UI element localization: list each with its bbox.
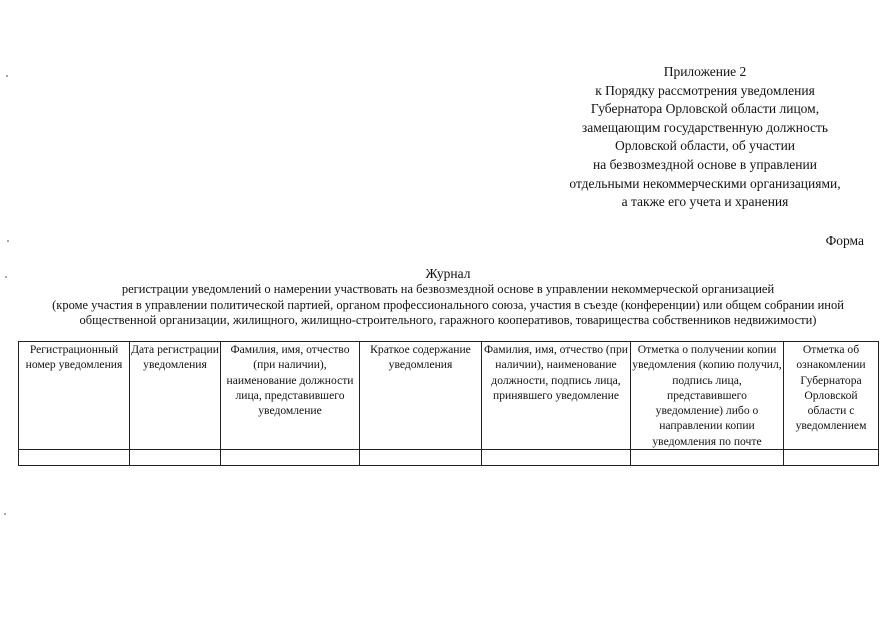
column-header-receiver: Фамилия, имя, отчество (при наличии), наименование должности, подпись лица, принявшего уведомление xyxy=(482,342,631,450)
table-cell xyxy=(221,450,360,466)
journal-table xyxy=(18,341,879,466)
column-header-reg-date: Дата регистрации уведомления xyxy=(130,342,221,450)
journal-subtitle-line: регистрации уведомлений о намерении участвовать на безвозмездной основе в управлении некоммерческой организацией xyxy=(121,282,775,296)
appendix-line: замещающим государственную должность xyxy=(581,119,829,135)
table-row xyxy=(19,450,879,466)
table-cell xyxy=(482,450,631,466)
appendix-line: Орловской области, об участии xyxy=(614,138,796,154)
appendix-line: Губернатора Орловской области лицом, xyxy=(590,101,820,117)
journal-subtitle-line: (кроме участия в управлении политической партией, органом профессионального союза, участия в съезде (конференции) или общем собрании иной xyxy=(52,297,844,312)
table-cell xyxy=(130,450,221,466)
column-header-governor-mark: Отметка об ознакомлении Губернатора Орловской области с уведомлением xyxy=(784,342,879,450)
scan-speck xyxy=(5,276,7,278)
column-header-copy-mark: Отметка о получении копии уведомления (копию получил, подпись лица, представившего уведомление) либо о направлении копии уведомления по почте xyxy=(632,343,782,448)
column-header-summary: Краткое содержание уведомления xyxy=(360,342,482,450)
column-header-submitter: Фамилия, имя, отчество (при наличии), наименование должности лица, представившего уведомление xyxy=(221,342,360,450)
table-cell xyxy=(784,450,879,466)
appendix-line: на безвозмездной основе в управлении xyxy=(593,156,817,172)
appendix-header xyxy=(520,63,890,212)
column-header-reg-number: Регистрационный номер уведомления xyxy=(19,342,130,450)
journal-subtitle-line: общественной организации, жилищного, жилищно-строительного, гаражного кооперативов, товарищества собственников недвижимости) xyxy=(79,313,817,327)
table-cell xyxy=(360,450,482,466)
table-header-row xyxy=(19,342,879,450)
table-cell xyxy=(631,450,784,466)
scan-speck xyxy=(7,240,9,242)
appendix-line: а также его учета и хранения xyxy=(621,194,789,210)
scan-speck xyxy=(4,513,6,515)
appendix-line: Приложение 2 xyxy=(663,64,747,79)
form-label: Форма xyxy=(825,233,864,248)
journal-title: Журнал xyxy=(425,266,471,281)
table-cell xyxy=(19,450,130,466)
journal-subtitle xyxy=(0,282,896,329)
appendix-line: к Порядку рассмотрения уведомления xyxy=(595,82,815,98)
scan-speck xyxy=(6,75,8,77)
appendix-line: отдельными некоммерческими организациями, xyxy=(569,175,841,191)
